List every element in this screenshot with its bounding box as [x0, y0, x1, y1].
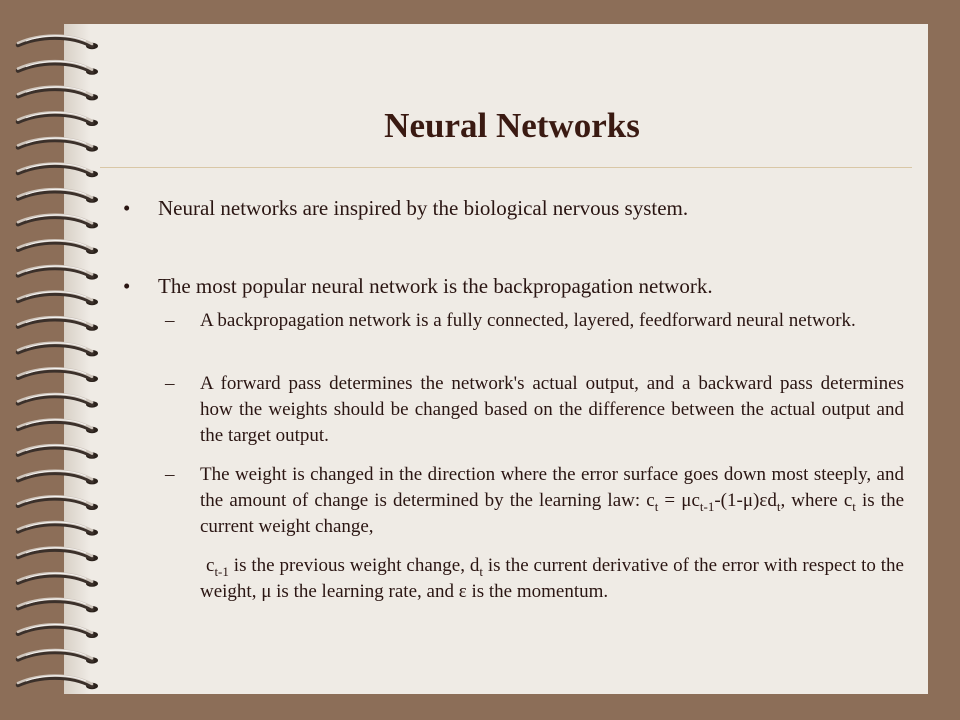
formula: $c_t = \mu c_{t-1}-(1-\mu)\varepsilon d_t$, where $c_t$ is the current weight change, [200, 490, 904, 537]
bullet-marker: • [123, 274, 131, 298]
subbullet-2-text: A forward pass determines the network's actual output, and a backward pass determines how the weights should be changed based on the difference between the actual output and the target output. [200, 373, 904, 446]
subbullet-3-text: The weight is changed in the direction where the error surface goes down most steeply, and the amount of change is determined by the learning law: [200, 464, 904, 511]
title-divider [100, 167, 912, 168]
epsilon-symbol: ε [458, 581, 467, 602]
slide-title: Neural Networks [384, 106, 640, 145]
subbullet-marker: – [165, 464, 175, 485]
subbullet-3 [165, 462, 904, 540]
subbullet-marker: – [165, 373, 175, 394]
epsilon-symbol: ε [759, 490, 768, 511]
bullet-1-text: Neural networks are inspired by the biological nervous system. [158, 196, 689, 220]
bullet-marker: • [123, 196, 131, 220]
bullet-2-text: The most popular neural network is the backpropagation network. [158, 274, 713, 298]
subbullet-3-continuation: $c_{t-1}$ is the previous weight change, $d_t$ is the current derivative of the error with respect to the weight, μ is the learning rate, and ε is the momentum. [200, 555, 904, 602]
subbullet-2 [165, 371, 904, 449]
subbullet-marker: – [165, 310, 175, 331]
subbullet-1-text: A backpropagation network is a fully connected, layered, feedforward neural network. [200, 310, 856, 331]
bullet-1 [123, 195, 918, 221]
mu-symbol: μ) [742, 490, 760, 511]
mu-symbol: μ [261, 581, 272, 602]
bullet-2 [123, 273, 918, 299]
mu-symbol: μ [681, 490, 692, 511]
subbullet-1 [165, 308, 904, 334]
